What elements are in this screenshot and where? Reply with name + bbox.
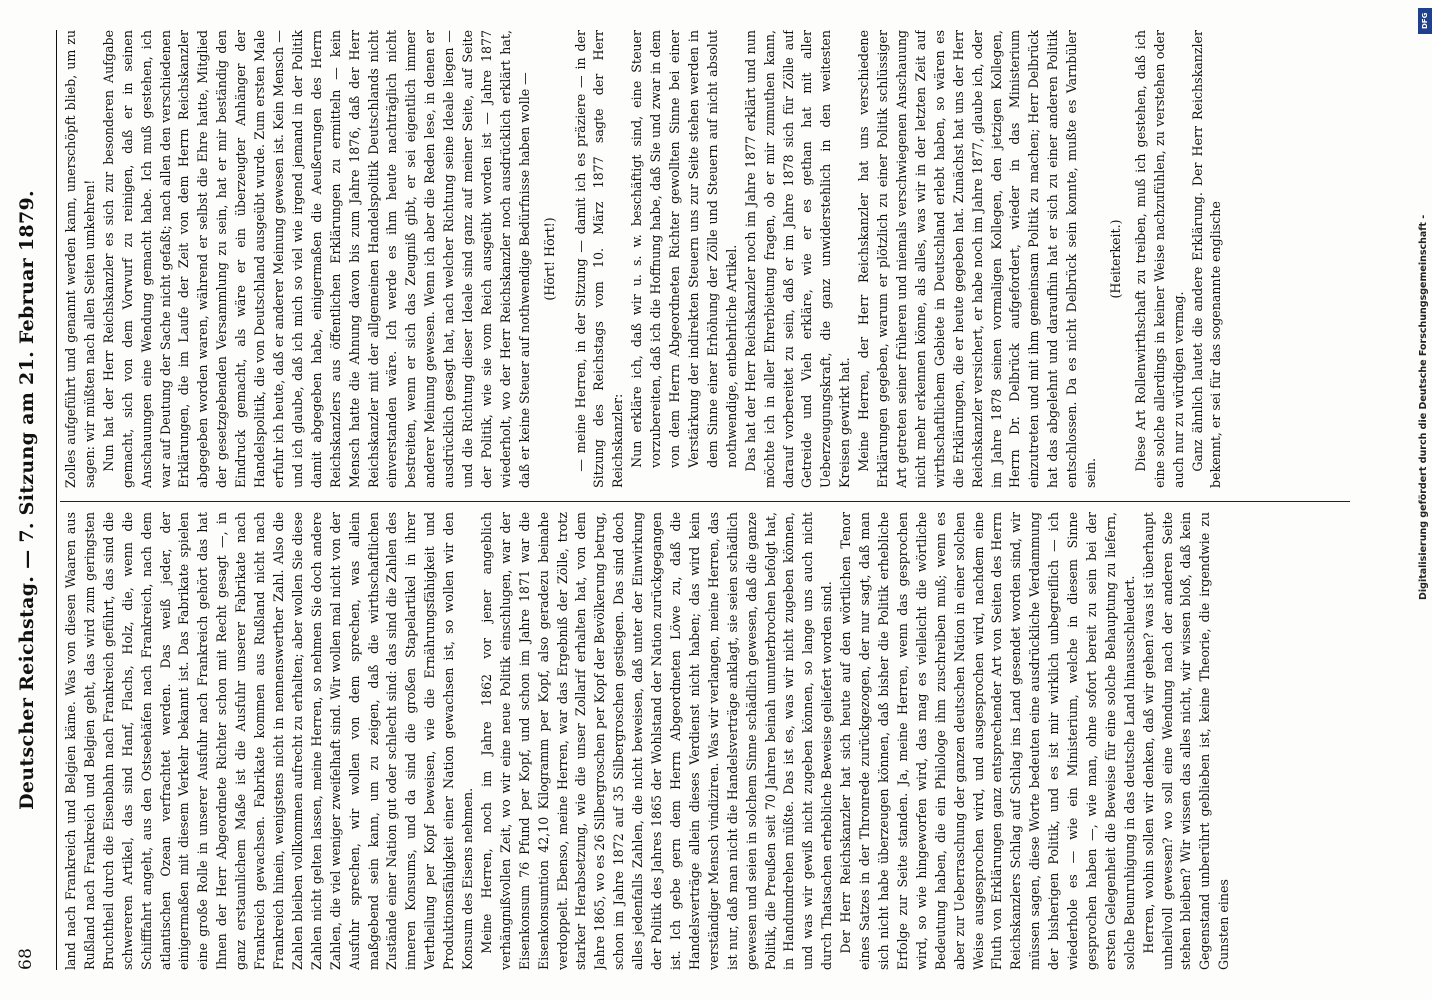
right-paragraph: Nun hat der Herr Reichskanzler es sich zur besonderen Aufgabe gemacht, sich von dem Vorwurf zu reinigen, daß er in seinen Anschauungen eine Wendung gemacht habe. Ich muß gestehen, ich war auf Deutung der Sache nicht gefaßt; nach allen den verschiedenen Erklärungen, die im Laufe der Zeit von dem Herrn Reichskanzler abgegeben worden waren, während er selbst die Ehre hatte, Mitglied der gesetzgebenden Versammlung zu sein, hat er mir beständig den Eindruck gemacht, als wäre er ein überzeugter Anhänger der Handelspolitik, die von Deutschland ausgeübt wurde. Zum ersten Male erfuhr ich heute, daß er anderer Meinung gewesen ist. Kein Mensch — und ich glaube, daß ich mich so viel wie irgend jemand in der Politik damit abgegeben habe, einigermaßen die Aeußerungen des Herrn Reichskanzlers aus öffentlichen Erklärungen zu ermitteln — kein Mensch hatte die Ahnung davon bis zum Jahre 1876, daß der Herr Reichskanzler mit der allgemeinen Handelspolitik Deutschlands nicht einverstanden wäre. Ich werde es ihm heute nachträglich nicht bestreiten, wenn er sich das Zeugniß gibt, er sei eigentlich immer anderer Meinung gewesen. Wenn ich aber die Reden lese, in denen er ausdrücklich gesagt hat, nach welcher Richtung seine Ideale liegen — und die Richtung dieser Ideale sind ganz auf meiner Seite, auf Seite der Politik, wie sie vom Reich ausgeübt worden ist — Jahre 1877 wiederholt, wo der Herr Reichskanzler noch ausdrücklich erklärt hat, daß er keine Steuer auf nothwendige Bedürfnisse haben wolle — bbox=[100, 30, 532, 488]
interjection: (Hört! Hört!) bbox=[541, 217, 557, 301]
right-paragraph: Ganz ähnlich lautet die andere Erklärung. Der Herr Reichskanzler bekennt, er sei für das sogenannte englische bbox=[1189, 30, 1224, 488]
page-number: 68 bbox=[16, 947, 36, 970]
left-paragraph: Meine Herren, noch im Jahre 1862 vor jener angeblich verhängnißvollen Zeit, wo wir eine neue Politik einschlugen, war der Eisenkonsum 76 Pfund per Kopf, und schon im Jahre 1871 war die Eisenkonsumtion 42,10 Kilogramm per Kopf, also geradezu beinahe verdoppelt. Ebenso, meine Herren, war das Ergebniß der Zölle, trotz starker Herabsetzung, wie die unser Zollarif erhalten hat, von dem Jahre 1865, wo es 26 Silbergroschen per Kopf der Bevölkerung betrug, schon im Jahre 1872 auf 35 Silbergroschen gestiegen. Das sind doch alles jedenfalls Zahlen, die nicht beweisen, daß unter der Einwirkung der Politik des Jahres 1865 der Wohlstand der Nation zurückgegangen ist. Ich gebe gern dem Herrn Abgeordneten Löwe zu, daß die Handelsverträge allein dieses Verdienst nicht haben; das wird kein verständiger Mensch vindiziren. Was wir verlangen, meine Herren, das ist nur, daß man nicht die Handelsverträge anklagt, sie seien schädlich gewesen und seien in solchem Sinne schädlich gewesen, daß die ganze Politik, die Preußen seit 70 Jahren beinah ununterbrochen befolgt hat, in Handumdrehen müßte. Das ist es, was wir nicht zugeben können, und was wir gewiß nicht zugeben können, so lange uns auch nicht durch Thatsachen erhebliche Beweise geliefert worden sind. bbox=[478, 512, 835, 970]
left-column bbox=[62, 512, 1350, 970]
right-column bbox=[62, 30, 1350, 488]
header-rule bbox=[56, 30, 57, 970]
right-paragraph: Zolles aufgeführt und genannt werden kann, unerschöpft blieb, um zu sagen: wir müßten nach allen Seiten umkehren! bbox=[63, 30, 97, 488]
interjection: (Heiterkeit.) bbox=[1107, 219, 1123, 299]
right-paragraph: — meine Herren, in der Sitzung — damit ich es präziere — in der Sitzung des Reichstags vom 10. März 1877 sagte der Herr Reichskanzler: bbox=[572, 30, 626, 488]
right-paragraph: Meine Herren, der Herr Reichskanzler hat uns verschiedene Erklärungen gegeben, warum er plötzlich zu einer Politik schlüssiger Art getreten seiner früheren und niemals verschwiegenen Anschauung nicht mehr erkennen könne, als alles, was wir in der letzten Zeit auf wirthschaftlichem Gebiete in Deutschland erlebt haben, so wären es die Erklärungen, die er heute gegeben hat. Zunächst hat uns der Herr Reichskanzler versichert, er habe noch im Jahre 1877, glaube ich, oder im Jahre 1878 seinen vormaligen Kollegen, den jetzigen Kollegen, Herrn Dr. Delbrück aufgefordert, wieder in das Ministerium einzutreten und mit ihm gemeinsam Politik zu machen; Herr Delbrück hat das abgelehnt und daraufhin hat er sich zu einer anderen Politik entschlossen. Da es nicht Delbrück sein konnte, mußte es Varnbüler sein. bbox=[856, 30, 1099, 488]
left-paragraph: Herren, wohin sollen wir denken, daß wir gehen? was ist überhaupt unheilvoll gewesen? wo soll eine Wendung nach der anderen Seite stehen bleiben? Wir wissen das alles nicht, wir wissen bloß, daß kein Gegenstand unberührt geblieben ist, keine Theorie, die irgendwie zu Gunsten eines bbox=[1140, 512, 1232, 970]
right-paragraph: Das hat der Herr Reichskanzler noch im Jahre 1877 erklärt und nun möchte ich in aller Ehrerbietung fragen, ob er mir zumuthen kann, darauf vorbereitet zu sein, daß er im Jahre 1878 sich für Zölle auf Getreide und Vieh erkläre, wie er es gethan hat mit aller Ueberzeugungskraft, die ganz unwiderstehlich in den weitesten Kreisen gewirkt hat. bbox=[742, 30, 853, 488]
digitization-credit: Digitalisierung gefördert durch die Deutsche Forschungsgemeinschaft - bbox=[1418, 214, 1429, 600]
dfg-logo: DFG bbox=[1418, 8, 1432, 34]
left-paragraph: land nach Frankreich und Belgien käme. Was von diesen Waaren aus Rußland nach Frankreich und Belgien geht, das wird zum geringsten Bruchtheil durch die Eisenbahn nach Frankreich geführt, das sind die schwereren Artikel, das sind Hanf, Flachs, Holz, die, wenn die Schifffahrt angeht, aus den Ostseehäfen nach Frankreich, nach dem atlantischen Ozean verfrachtet werden. Das weiß jeder, der einigermaßen mit diesem Verkehr bekannt ist. Das Fabrikate spielen eine große Rolle in unserer Ausfuhr nach Frankreich gehört das hat Ihnen der Herr Abgeordnete Richter schon mit Recht gesagt —, in ganz erstaunlichem Maße ist die Ausfuhr unserer Fabrikate nach Frankreich gewachsen. Fabrikate kommen aus Rußland nicht nach Frankreich hinein, wenigstens nicht in nennenswerther Zahl. Also die Zahlen bleiben vollkommen aufrecht zu erhalten; aber wollen Sie diese Zahlen nicht gelten lassen, meine Herren, so nehmen Sie doch andere Zahlen, die viel weniger zweifelhaft sind. Wir wollen mal nicht von der Ausfuhr sprechen, wir wollen von dem sprechen, was allein maßgebend sein kann, um zu zeigen, daß die wirthschaftlichen Zustände einer Nation gut oder schlecht sind: das sind die Zahlen des inneren Konsums, und da sind die großen Stapelartikel in ihrer Vertheilung per Kopf beweisen, wie die Ernährungsfähigkeit und Produktionsfähigkeit einer Nation gewachsen ist, so wollen wir den Konsum des Eisens nehmen. bbox=[63, 512, 476, 970]
column-divider bbox=[60, 501, 1350, 502]
left-paragraph: Der Herr Reichskanzler hat sich heute auf den wörtlichen Tenor eines Satzes in der Thronrede zurückgezogen, der nur sagt, daß man sich nicht habe überzeugen können, daß bisher die Politik erhebliche Erfolge zur Seite standen. Ja, meine Herren, wenn das gesprochen wird, so wie hingeworfen wird, das mag es vielleicht die wörtliche Bedeutung haben, die ein Philologe ihm zuschreiben muß; wenn es aber zur Ueberraschung der ganzen deutschen Nation in einer solchen Weise ausgesprochen wird, und ausgesprochen wird, nachdem eine Fluth von Erklärungen ganz entsprechender Art von Seiten des Herrn Reichskanzlers Schlag auf Schlag ins Land gesendet worden sind, wir müssen sagen, diese Worte bedeuten eine ausdrückliche Verdammung der bisherigen Politik, und es ist mir wirklich unbegreiflich — ich wiederhole es — wie ein Ministerium, welche in diesem Sinne gesprochen haben —, wie man, ohne sofort bereit zu sein bei der ersten Gelegenheit die Beweise für eine solche Behauptung zu liefern, solche Beunruhigung in das deutsche Land hinausschleudert. bbox=[838, 512, 1137, 970]
right-paragraph: Diese Art Rollenwirthschaft zu treiben, muß ich gestehen, daß ich eine solche allerdings in keiner Weise nachzufühlen, zu verstehen oder auch nur zu würdigen vermag. bbox=[1132, 30, 1186, 488]
page-header bbox=[0, 30, 50, 970]
page-title: Deutscher Reichstag. — 7. Sitzung am 21. Februar 1879. bbox=[16, 190, 38, 810]
quoted-passage: Nun erkläre ich, daß wir u. s. w. beschäftigt sind, eine Steuer vorzubereiten, daß ich die Hoffnung habe, daß Sie und zwar in dem von dem Herrn Abgeordneten Richter gewollten Sinne bei einer Verstärkung der indirekten Steuern uns zur Seite stehen werden in dem Sinne einer Erhöhung der Zölle und Steuern auf nicht absolut nothwendige, entbehrliche Artikel. bbox=[629, 30, 739, 468]
